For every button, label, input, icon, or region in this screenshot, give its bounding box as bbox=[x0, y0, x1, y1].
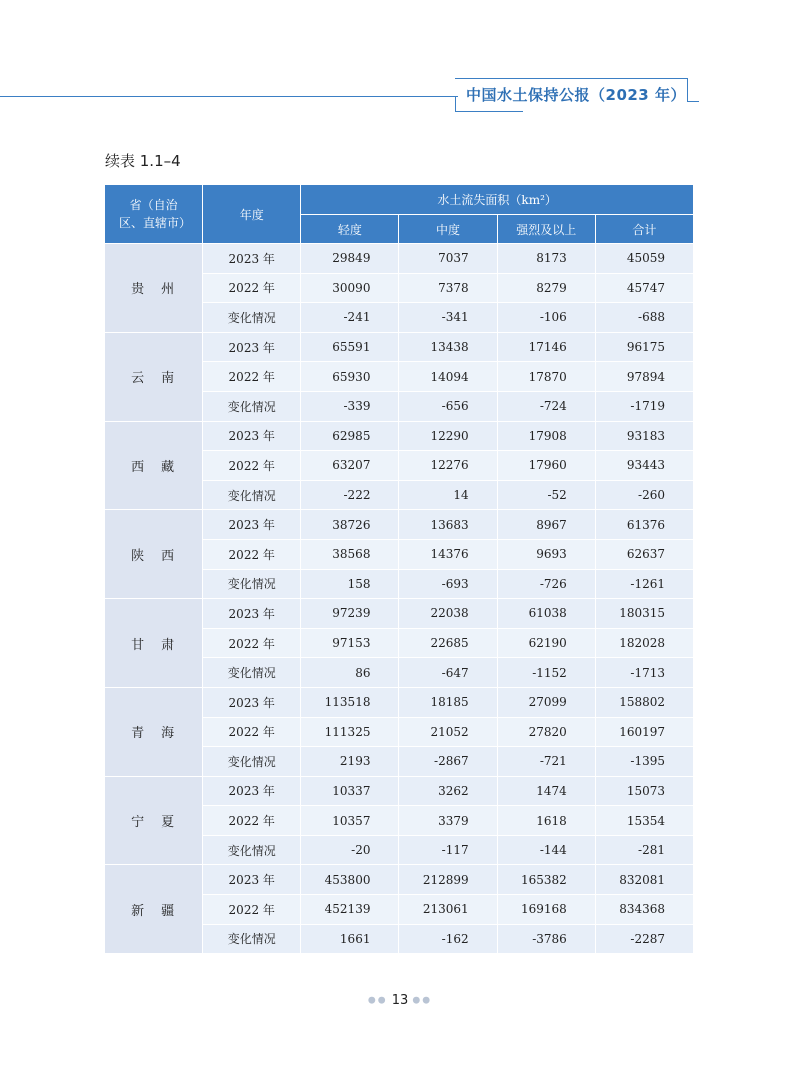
page-footer bbox=[0, 993, 800, 1008]
value-cell: 453800 bbox=[301, 865, 399, 895]
value-cell: -688 bbox=[595, 303, 693, 333]
value-cell: -260 bbox=[595, 480, 693, 510]
value-cell: 9693 bbox=[497, 539, 595, 569]
value-cell: -1152 bbox=[497, 658, 595, 688]
value-cell: -3786 bbox=[497, 924, 595, 954]
value-cell: 8279 bbox=[497, 273, 595, 303]
table-row bbox=[105, 687, 694, 717]
value-cell: 14 bbox=[399, 480, 497, 510]
value-cell: 17146 bbox=[497, 332, 595, 362]
page-number: 13 bbox=[391, 993, 409, 1008]
year-cell: 2022 年 bbox=[203, 895, 301, 925]
year-cell: 2023 年 bbox=[203, 865, 301, 895]
year-cell: 2022 年 bbox=[203, 362, 301, 392]
value-cell: 180315 bbox=[595, 599, 693, 629]
year-cell: 变化情况 bbox=[203, 747, 301, 777]
value-cell: 14376 bbox=[399, 539, 497, 569]
province-cell: 贵 州 bbox=[105, 244, 203, 333]
value-cell: -1395 bbox=[595, 747, 693, 777]
value-cell: -2287 bbox=[595, 924, 693, 954]
value-cell: 65930 bbox=[301, 362, 399, 392]
table-row bbox=[105, 421, 694, 451]
value-cell: 1661 bbox=[301, 924, 399, 954]
year-cell: 变化情况 bbox=[203, 391, 301, 421]
value-cell: -106 bbox=[497, 303, 595, 333]
value-cell: -647 bbox=[399, 658, 497, 688]
table-row bbox=[105, 599, 694, 629]
footer-dots-right: ●● bbox=[412, 995, 433, 1006]
value-cell: 13438 bbox=[399, 332, 497, 362]
value-cell: 27099 bbox=[497, 687, 595, 717]
value-cell: -162 bbox=[399, 924, 497, 954]
value-cell: -2867 bbox=[399, 747, 497, 777]
province-cell: 西 藏 bbox=[105, 421, 203, 510]
value-cell: 2193 bbox=[301, 747, 399, 777]
year-cell: 2023 年 bbox=[203, 244, 301, 274]
value-cell: 17960 bbox=[497, 451, 595, 481]
value-cell: 97153 bbox=[301, 628, 399, 658]
year-cell: 2022 年 bbox=[203, 539, 301, 569]
value-cell: -724 bbox=[497, 391, 595, 421]
value-cell: 22685 bbox=[399, 628, 497, 658]
report-title: 中国水土保持公报（2023 年） bbox=[466, 86, 686, 104]
value-cell: 158802 bbox=[595, 687, 693, 717]
value-cell: -117 bbox=[399, 835, 497, 865]
value-cell: 97894 bbox=[595, 362, 693, 392]
value-cell: -339 bbox=[301, 391, 399, 421]
header-rule bbox=[0, 96, 458, 97]
value-cell: -52 bbox=[497, 480, 595, 510]
value-cell: 213061 bbox=[399, 895, 497, 925]
year-cell: 变化情况 bbox=[203, 658, 301, 688]
header-area-group: 水土流失面积（km²） bbox=[301, 185, 694, 215]
province-cell: 云 南 bbox=[105, 332, 203, 421]
header-frame-tick bbox=[687, 101, 699, 102]
table-row bbox=[105, 865, 694, 895]
province-cell: 宁 夏 bbox=[105, 776, 203, 865]
value-cell: 14094 bbox=[399, 362, 497, 392]
value-cell: 45747 bbox=[595, 273, 693, 303]
value-cell: 212899 bbox=[399, 865, 497, 895]
year-cell: 2022 年 bbox=[203, 451, 301, 481]
table-row bbox=[105, 510, 694, 540]
year-cell: 变化情况 bbox=[203, 569, 301, 599]
year-cell: 变化情况 bbox=[203, 480, 301, 510]
value-cell: 12276 bbox=[399, 451, 497, 481]
header-frame-left bbox=[455, 96, 456, 112]
value-cell: 169168 bbox=[497, 895, 595, 925]
footer-dots-left: ●● bbox=[367, 995, 388, 1006]
value-cell: 15073 bbox=[595, 776, 693, 806]
table-row bbox=[105, 776, 694, 806]
table-body bbox=[105, 244, 694, 954]
value-cell: 62190 bbox=[497, 628, 595, 658]
value-cell: 158 bbox=[301, 569, 399, 599]
header-province: 省（自治区、直辖市） bbox=[105, 185, 203, 244]
header-frame-bottom bbox=[455, 111, 523, 112]
value-cell: 3262 bbox=[399, 776, 497, 806]
year-cell: 变化情况 bbox=[203, 835, 301, 865]
value-cell: -144 bbox=[497, 835, 595, 865]
value-cell: 7037 bbox=[399, 244, 497, 274]
value-cell: 86 bbox=[301, 658, 399, 688]
province-cell: 青 海 bbox=[105, 687, 203, 776]
value-cell: 17870 bbox=[497, 362, 595, 392]
year-cell: 2023 年 bbox=[203, 510, 301, 540]
value-cell: 111325 bbox=[301, 717, 399, 747]
year-cell: 变化情况 bbox=[203, 303, 301, 333]
value-cell: 63207 bbox=[301, 451, 399, 481]
value-cell: 18185 bbox=[399, 687, 497, 717]
value-cell: 96175 bbox=[595, 332, 693, 362]
value-cell: 1474 bbox=[497, 776, 595, 806]
value-cell: 182028 bbox=[595, 628, 693, 658]
value-cell: 17908 bbox=[497, 421, 595, 451]
value-cell: 12290 bbox=[399, 421, 497, 451]
year-cell: 2023 年 bbox=[203, 421, 301, 451]
value-cell: -241 bbox=[301, 303, 399, 333]
value-cell: 61038 bbox=[497, 599, 595, 629]
table-row bbox=[105, 244, 694, 274]
value-cell: 165382 bbox=[497, 865, 595, 895]
table-row bbox=[105, 332, 694, 362]
value-cell: 27820 bbox=[497, 717, 595, 747]
value-cell: 97239 bbox=[301, 599, 399, 629]
year-cell: 2022 年 bbox=[203, 806, 301, 836]
year-cell: 2022 年 bbox=[203, 717, 301, 747]
year-cell: 2023 年 bbox=[203, 599, 301, 629]
value-cell: 93443 bbox=[595, 451, 693, 481]
value-cell: 13683 bbox=[399, 510, 497, 540]
value-cell: 8173 bbox=[497, 244, 595, 274]
value-cell: 65591 bbox=[301, 332, 399, 362]
value-cell: 834368 bbox=[595, 895, 693, 925]
value-cell: -656 bbox=[399, 391, 497, 421]
value-cell: -341 bbox=[399, 303, 497, 333]
value-cell: 15354 bbox=[595, 806, 693, 836]
header-light: 轻度 bbox=[301, 215, 399, 244]
year-cell: 2023 年 bbox=[203, 776, 301, 806]
value-cell: 62637 bbox=[595, 539, 693, 569]
value-cell: 38568 bbox=[301, 539, 399, 569]
value-cell: -721 bbox=[497, 747, 595, 777]
header-intense: 强烈及以上 bbox=[497, 215, 595, 244]
header-moderate: 中度 bbox=[399, 215, 497, 244]
value-cell: 160197 bbox=[595, 717, 693, 747]
year-cell: 2023 年 bbox=[203, 687, 301, 717]
value-cell: -1719 bbox=[595, 391, 693, 421]
value-cell: 61376 bbox=[595, 510, 693, 540]
value-cell: 3379 bbox=[399, 806, 497, 836]
header-frame-right bbox=[687, 78, 688, 102]
year-cell: 2023 年 bbox=[203, 332, 301, 362]
province-cell: 新 疆 bbox=[105, 865, 203, 954]
value-cell: 30090 bbox=[301, 273, 399, 303]
value-cell: 21052 bbox=[399, 717, 497, 747]
value-cell: -222 bbox=[301, 480, 399, 510]
value-cell: -693 bbox=[399, 569, 497, 599]
value-cell: 22038 bbox=[399, 599, 497, 629]
value-cell: -20 bbox=[301, 835, 399, 865]
value-cell: 452139 bbox=[301, 895, 399, 925]
value-cell: 29849 bbox=[301, 244, 399, 274]
header-total: 合计 bbox=[595, 215, 693, 244]
value-cell: -281 bbox=[595, 835, 693, 865]
value-cell: 10337 bbox=[301, 776, 399, 806]
value-cell: 832081 bbox=[595, 865, 693, 895]
value-cell: 93183 bbox=[595, 421, 693, 451]
province-cell: 陕 西 bbox=[105, 510, 203, 599]
value-cell: 10357 bbox=[301, 806, 399, 836]
value-cell: 38726 bbox=[301, 510, 399, 540]
province-cell: 甘 肃 bbox=[105, 599, 203, 688]
value-cell: 45059 bbox=[595, 244, 693, 274]
year-cell: 2022 年 bbox=[203, 273, 301, 303]
value-cell: -1261 bbox=[595, 569, 693, 599]
value-cell: 1618 bbox=[497, 806, 595, 836]
value-cell: 62985 bbox=[301, 421, 399, 451]
value-cell: -1713 bbox=[595, 658, 693, 688]
year-cell: 变化情况 bbox=[203, 924, 301, 954]
value-cell: 8967 bbox=[497, 510, 595, 540]
year-cell: 2022 年 bbox=[203, 628, 301, 658]
value-cell: 7378 bbox=[399, 273, 497, 303]
value-cell: 113518 bbox=[301, 687, 399, 717]
value-cell: -726 bbox=[497, 569, 595, 599]
erosion-table bbox=[104, 184, 694, 954]
header-year: 年度 bbox=[203, 185, 301, 244]
table-caption: 续表 1.1–4 bbox=[105, 152, 181, 170]
